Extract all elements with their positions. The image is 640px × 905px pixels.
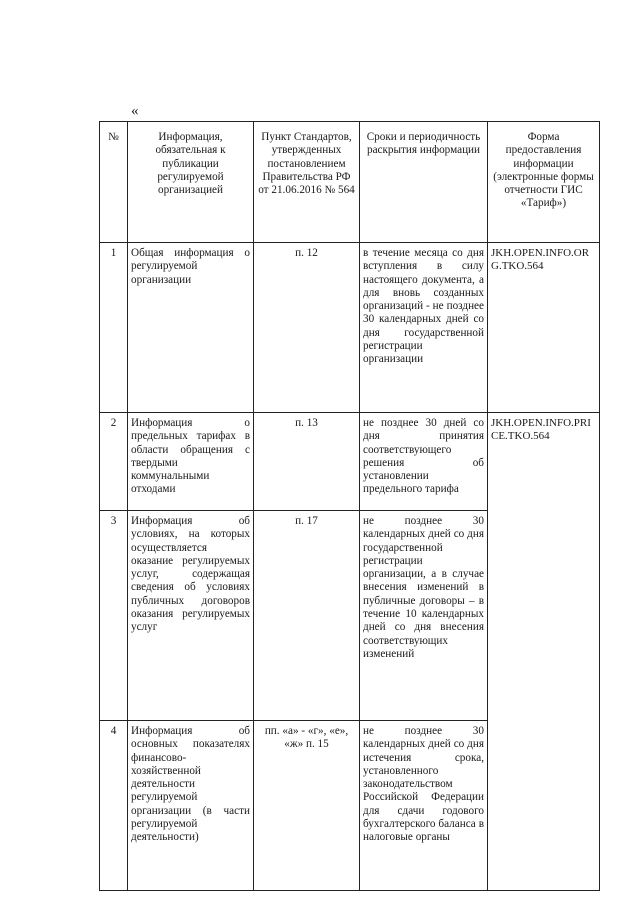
row-standard-point: п. 12 (254, 243, 360, 413)
row-number: 4 (100, 721, 128, 891)
row-number: 1 (100, 243, 128, 413)
row-form-code: JKH.OPEN.INFO.ORG.TKO.564 (488, 243, 600, 413)
row-standard-point: п. 17 (254, 511, 360, 721)
table-header-row (100, 122, 600, 243)
table-row (100, 413, 600, 511)
row-number: 3 (100, 511, 128, 721)
header-information-text: Информация, обязательная к публикации регулируемой организацией (155, 131, 226, 197)
header-number-text: № (108, 131, 119, 143)
table-row (100, 243, 600, 413)
row-information: Информация об условиях, на которых осуществляется оказание регулируемых услуг, содержащая сведения об условиях публичных договоров оказания регулируемых услуг (128, 511, 254, 721)
disclosure-table (99, 121, 600, 891)
header-terms (360, 122, 488, 243)
header-information (128, 122, 254, 243)
header-terms-text: Сроки и периодичность раскрытия информации (366, 131, 481, 157)
row-information: Общая информация о регулируемой организации (128, 243, 254, 413)
opening-quote-mark: « (131, 103, 139, 119)
row-terms: не позднее 30 календарных дней со дня государственной регистрации организации, а в случае внесения изменений в публичные договоры – в течение 10 календарных дней со дня внесения соответствующих изменений (360, 511, 488, 721)
row-standard-point: пп. «а» - «г», «е», «ж» п. 15 (254, 721, 360, 891)
row-form-code: JKH.OPEN.INFO.PRICE.TKO.564 (488, 413, 600, 891)
row-information: Информация об основных показателях финансово-хозяйственной деятельности регулируемой организации (в части регулируемой деятельности) (128, 721, 254, 891)
header-number (100, 122, 128, 243)
header-standard-point (254, 122, 360, 243)
row-terms: не позднее 30 дней со дня принятия соответствующего решения об установлении предельного тарифа (360, 413, 488, 511)
row-terms: в течение месяца со дня вступления в силу настоящего документа, а для вновь созданных организаций - не позднее 30 календарных дней со дня государственной регистрации организации (360, 243, 488, 413)
row-terms: не позднее 30 календарных дней со дня истечения срока, установленного законодательством Российской Федерации для сдачи годового бухгалтерского баланса в налоговые органы (360, 721, 488, 891)
header-standard-point-text: Пункт Стандартов, утвержденных постановлением Правительства РФ от 21.06.2016 № 564 (258, 131, 355, 197)
row-standard-point: п. 13 (254, 413, 360, 511)
row-number: 2 (100, 413, 128, 511)
row-information: Информация о предельных тарифах в области обращения с твердыми коммунальными отходами (128, 413, 254, 511)
header-form-text: Форма предоставления информации (электронные формы отчетности ГИС «Тариф») (493, 131, 594, 210)
header-form (488, 122, 600, 243)
